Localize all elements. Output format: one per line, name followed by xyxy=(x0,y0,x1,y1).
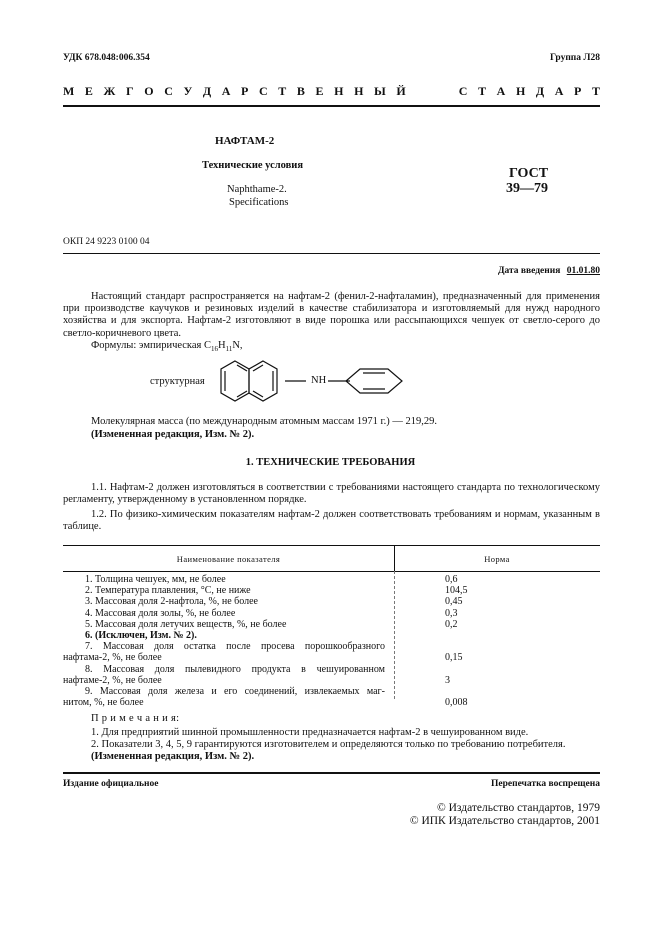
table-row xyxy=(63,608,600,619)
note-item: 2. Показатели 3, 4, 5, 9 гарантируются изготовителем и определяются только по требованию потребителя. xyxy=(91,739,566,750)
intro-date xyxy=(498,266,600,276)
okp-rule xyxy=(63,253,600,254)
row-label-line1: 9. Массовая доля железа и его соединений, извлекаемых маг- xyxy=(85,686,385,698)
footer-rule xyxy=(63,772,600,774)
table-cell-name xyxy=(63,664,385,686)
table-body xyxy=(63,574,600,708)
structural-label: структурная xyxy=(150,376,205,387)
table-row xyxy=(63,664,600,686)
row-label-line1: 6. (Исключен, Изм. № 2). xyxy=(85,630,197,642)
interstate-standard-banner: М Е Ж Г О С У Д А Р С Т В Е Н Н Ы Й С Т А Н Д А Р Т xyxy=(63,84,600,98)
okp-code: ОКП 24 9223 0100 04 xyxy=(63,237,150,247)
table-cell-norm: 0,2 xyxy=(445,618,458,630)
structural-formula-diagram xyxy=(210,350,410,414)
intro-date-label: Дата введения xyxy=(497,266,561,276)
table-header-norm: Норма xyxy=(484,554,510,564)
formula-c-sub: 16 xyxy=(211,345,218,354)
note-item: 1. Для предприятий шинной промышленности предназначается нафтам-2 в чешуированном виде. xyxy=(91,727,529,738)
paragraph-1-2: 1.2. По физико-химическим показателям нафтам-2 должен соответствовать требованиям и нормам, указанным в таблице. xyxy=(63,509,600,533)
notes-edit-note: (Измененная редакция, Изм. № 2). xyxy=(91,751,255,762)
copyright-2001: © ИПК Издательство стандартов, 2001 xyxy=(409,815,600,827)
document-subtitle: Технические условия xyxy=(202,160,304,171)
formula-h-sub: 11 xyxy=(225,345,233,354)
table-row xyxy=(63,686,600,708)
nh-group-label: NH xyxy=(311,375,327,386)
reprint-prohibited: Перепечатка воспрещена xyxy=(490,779,600,789)
intro-date-value: 01.01.80 xyxy=(566,266,600,276)
table-row xyxy=(63,574,600,585)
formula-prefix: Формулы: эмпирическая C xyxy=(91,340,211,351)
table-cell-name xyxy=(63,585,385,596)
table-cell-norm: 3 xyxy=(445,674,450,686)
udk-code: УДК 678.048:006.354 xyxy=(63,53,150,63)
table-cell-norm: 104,5 xyxy=(445,585,468,597)
table-cell-name xyxy=(63,641,385,663)
banner-rule xyxy=(63,105,600,107)
paragraph-1-1: 1.1. Нафтам-2 должен изготовляться в соответствии с требованиями настоящего стандарта по технологическому регламенту, утвержденному в установленном порядке. xyxy=(63,482,600,506)
table-row xyxy=(63,585,600,596)
table-top-rule xyxy=(63,545,600,546)
table-cell-name xyxy=(63,630,385,641)
table-header-name: Наименование показателя xyxy=(176,554,281,564)
row-label-line2: нафтаме-2, %, не более xyxy=(63,674,162,686)
table-row xyxy=(63,641,600,663)
table-row xyxy=(63,630,600,641)
table-cell-norm: 0,3 xyxy=(445,607,458,619)
gost-label: ГОСТ xyxy=(509,166,549,181)
molecular-mass: Молекулярная масса (по международным атомным массам 1971 г.) — 219,29. xyxy=(91,416,437,427)
english-title: Naphthame-2. xyxy=(227,184,287,195)
row-label-line1: 7. Массовая доля остатка после просева порошкообразного xyxy=(85,641,385,653)
section-title: 1. ТЕХНИЧЕСКИЕ ТРЕБОВАНИЯ xyxy=(245,457,416,468)
notes-title: П р и м е ч а н и я: xyxy=(91,713,180,724)
official-edition: Издание официальное xyxy=(63,779,159,789)
row-label-line1: 8. Массовая доля пылевидного продукта в чешуированном xyxy=(85,663,385,675)
table-cell-name xyxy=(63,596,385,607)
row-label-line1: 3. Массовая доля 2-нафтола, %, не более xyxy=(85,596,258,608)
table-cell-name xyxy=(63,686,385,708)
table-cell-norm: 0,15 xyxy=(445,652,463,664)
row-label-line2: нитом, %, не более xyxy=(63,697,144,709)
gost-number: 39—79 xyxy=(506,181,548,196)
table-cell-norm: 0,008 xyxy=(445,697,468,709)
intro-paragraph: Настоящий стандарт распространяется на нафтам-2 (фенил-2-нафталамин), предназначенный для применения при производстве каучуков и резиновых изделий в качестве стабилизатора и изготовляемый для нужд народного хозяйства и для экспорта. Нафтам-2 изготовляют в виде порошка или рассыпающихся чешуек от светло-серого до светло-коричневого цвета. xyxy=(63,291,600,339)
edit-note-1: (Измененная редакция, Изм. № 2). xyxy=(91,429,255,440)
row-label-line2: нафтама-2, %, не более xyxy=(63,652,162,664)
table-cell-norm: 0,45 xyxy=(445,596,463,608)
table-cell-name xyxy=(63,608,385,619)
formula-h: H xyxy=(218,340,226,351)
row-label-line1: 1. Толщина чешуек, мм, не более xyxy=(85,574,226,585)
table-header-rule xyxy=(63,571,600,572)
row-label-line1: 4. Массовая доля золы, %, не более xyxy=(85,607,236,619)
table-cell-name xyxy=(63,574,385,585)
row-label-line1: 5. Массовая доля летучих веществ, %, не более xyxy=(85,618,287,630)
english-subtitle: Specifications xyxy=(229,197,289,208)
formula-suffix: N, xyxy=(232,340,243,351)
table-row xyxy=(63,596,600,607)
table-column-divider xyxy=(394,545,395,571)
table-row xyxy=(63,619,600,630)
row-label-line1: 2. Температура плавления, °С, не ниже xyxy=(85,585,251,597)
document-title: НАФТАМ-2 xyxy=(215,135,275,147)
table-cell-norm: 0,6 xyxy=(445,574,458,585)
group-code: Группа Л28 xyxy=(549,53,600,63)
table-cell-name xyxy=(63,619,385,630)
copyright-1979: © Издательство стандартов, 1979 xyxy=(436,802,600,814)
